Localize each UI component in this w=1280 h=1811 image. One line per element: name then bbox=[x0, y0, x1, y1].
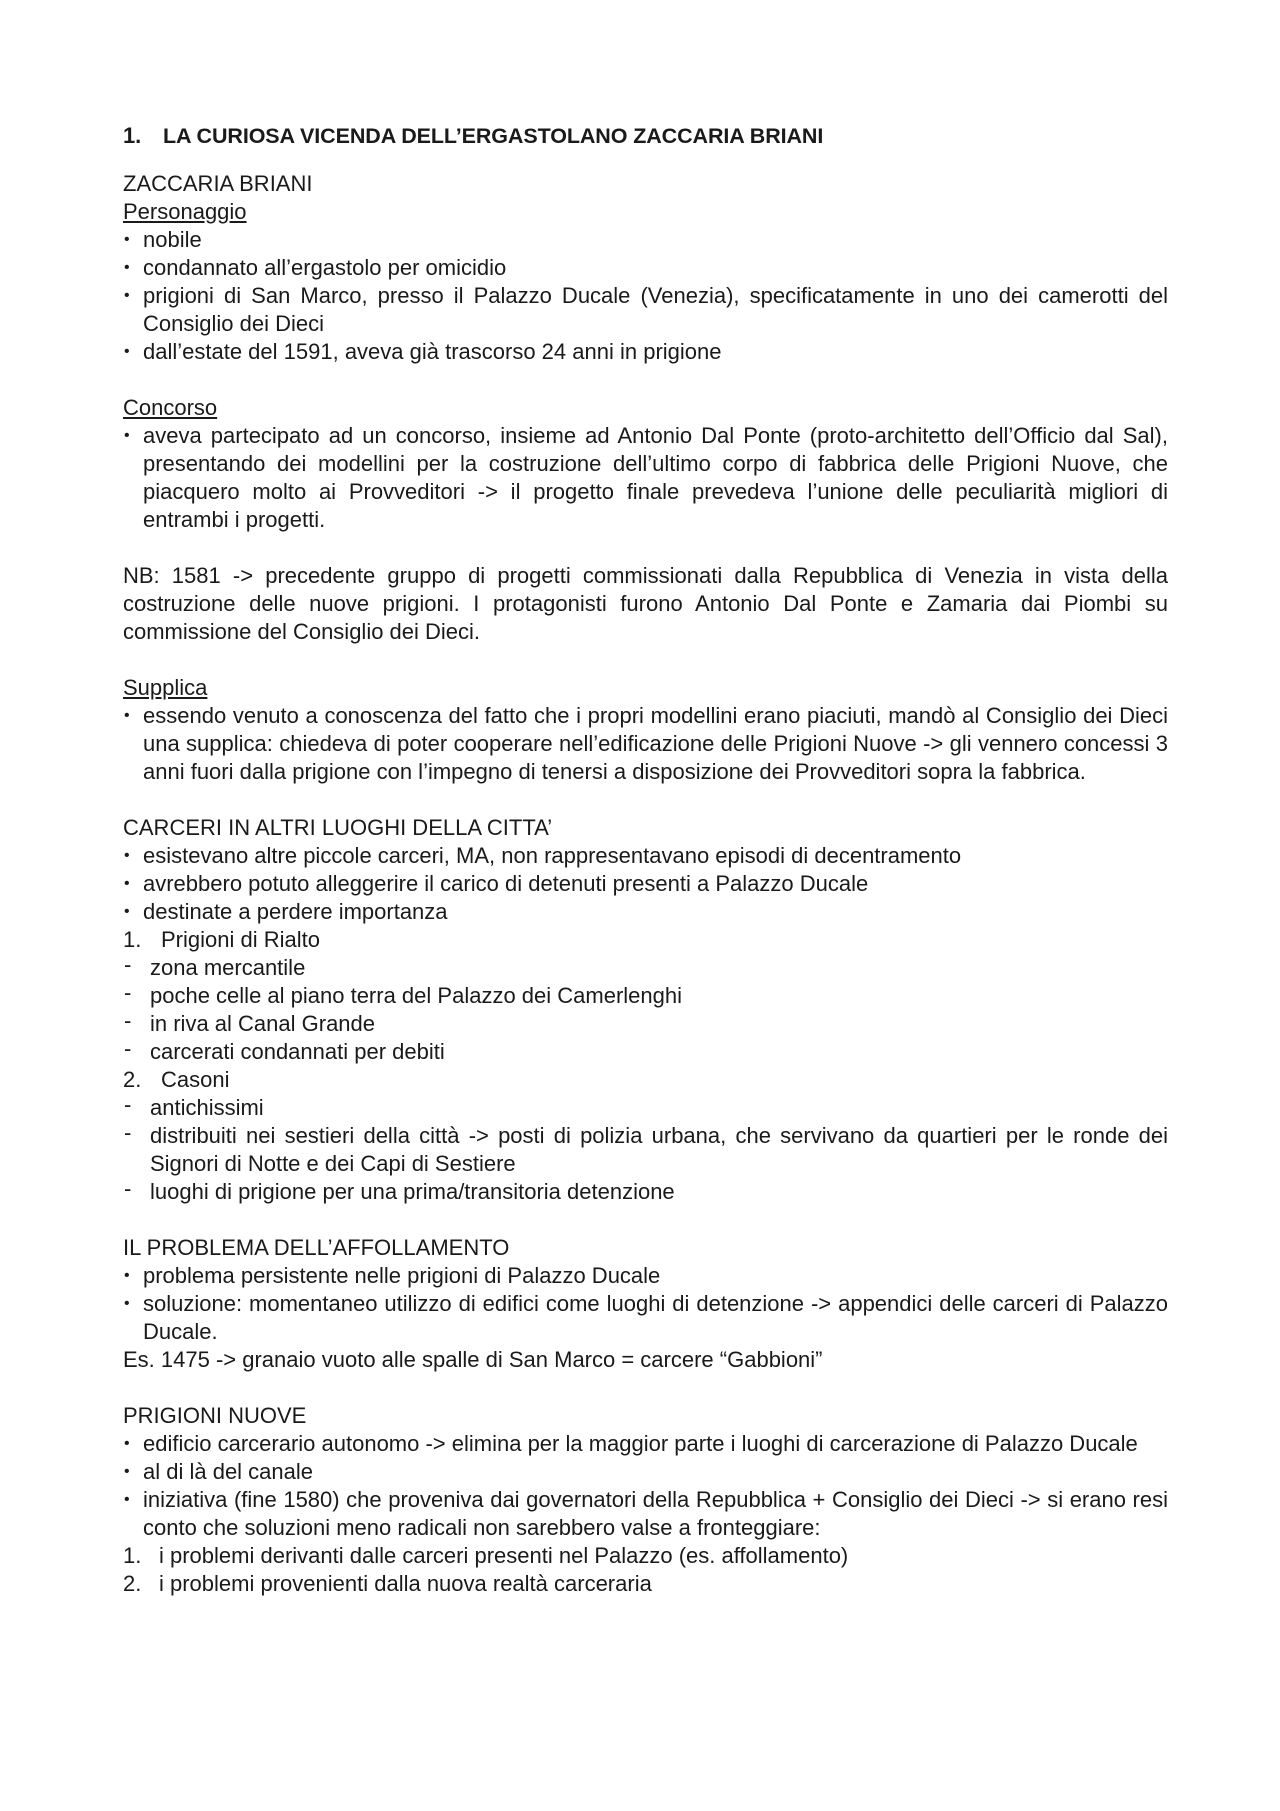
list-item: • edificio carcerario autonomo -> elimina per la maggior parte i luoghi di carcerazione di Palazzo Ducale bbox=[123, 1430, 1168, 1458]
document-title bbox=[123, 122, 1168, 150]
dash-item: - in riva al Canal Grande bbox=[123, 1010, 1168, 1038]
item-number: 1. bbox=[123, 927, 142, 952]
list-item: • nobile bbox=[123, 226, 1168, 254]
document-page bbox=[123, 122, 1168, 1598]
item-number: 2. bbox=[123, 1067, 142, 1092]
example-line: Es. 1475 -> granaio vuoto alle spalle di San Marco = carcere “Gabbioni” bbox=[123, 1347, 823, 1372]
list-item: • aveva partecipato ad un concorso, insieme ad Antonio Dal Ponte (proto-architetto dell’Officio dal Sal), presentando dei modellini per la costruzione dell’ultimo corpo di fabbrica delle Prigioni Nuove, che piacquero molto ai Provveditori -> il progetto finale prevedeva l’unione delle peculiarità migliori di entrambi i progetti. bbox=[123, 422, 1168, 534]
title-number: 1. bbox=[123, 123, 142, 148]
section-heading: PRIGIONI NUOVE bbox=[123, 1403, 307, 1428]
section-prigioni-nuove bbox=[123, 1402, 1168, 1598]
section-concorso bbox=[123, 394, 1168, 534]
nb-paragraph: NB: 1581 -> precedente gruppo di progetti commissionati dalla Repubblica di Venezia in vista della costruzione delle nuove prigioni. I protagonisti furono Antonio Dal Ponte e Zamaria dai Piombi su commissione del Consiglio dei Dieci. bbox=[123, 563, 1168, 644]
dash-item: - poche celle al piano terra del Palazzo dei Camerlenghi bbox=[123, 982, 1168, 1010]
section-heading: CARCERI IN ALTRI LUOGHI DELLA CITTA’ bbox=[123, 815, 553, 840]
numbered-item bbox=[123, 1066, 1168, 1094]
list-item: • destinate a perdere importanza bbox=[123, 898, 1168, 926]
item-number: 2. bbox=[123, 1571, 142, 1596]
subsection-heading: Supplica bbox=[123, 675, 208, 700]
dash-item: - antichissimi bbox=[123, 1094, 1168, 1122]
item-text: i problemi derivanti dalle carceri presenti nel Palazzo (es. affollamento) bbox=[159, 1543, 849, 1568]
section-carceri bbox=[123, 814, 1168, 1206]
dash-item: - carcerati condannati per debiti bbox=[123, 1038, 1168, 1066]
section-heading: ZACCARIA BRIANI bbox=[123, 171, 313, 196]
title-text: LA CURIOSA VICENDA DELL’ERGASTOLANO ZACCARIA BRIANI bbox=[163, 124, 824, 148]
list-item: • esistevano altre piccole carceri, MA, non rappresentavano episodi di decentramento bbox=[123, 842, 1168, 870]
list-item: • prigioni di San Marco, presso il Palazzo Ducale (Venezia), specificatamente in uno dei camerotti del Consiglio dei Dieci bbox=[123, 282, 1168, 338]
subsection-heading: Concorso bbox=[123, 395, 218, 420]
section-affollamento bbox=[123, 1234, 1168, 1374]
dash-item: - distribuiti nei sestieri della città -> posti di polizia urbana, che servivano da quartieri per le ronde dei Signori di Notte e dei Capi di Sestiere bbox=[123, 1122, 1168, 1178]
list-item: • essendo venuto a conoscenza del fatto che i propri modellini erano piaciuti, mandò al Consiglio dei Dieci una supplica: chiedeva di poter cooperare nell’edificazione delle Prigioni Nuove -> gli vennero concessi 3 anni fuori dalla prigione con l’impegno di tenersi a disposizione dei Provveditori sopra la fabbrica. bbox=[123, 702, 1168, 786]
numbered-item bbox=[123, 1570, 1168, 1598]
list-item: • al di là del canale bbox=[123, 1458, 1168, 1486]
list-item: • avrebbero potuto alleggerire il carico di detenuti presenti a Palazzo Ducale bbox=[123, 870, 1168, 898]
item-text: i problemi provenienti dalla nuova realtà carceraria bbox=[159, 1571, 652, 1596]
subsection-heading: Personaggio bbox=[123, 199, 247, 224]
list-item: • iniziativa (fine 1580) che proveniva dai governatori della Repubblica + Consiglio dei Dieci -> si erano resi conto che soluzioni meno radicali non sarebbero valse a fronteggiare: bbox=[123, 1486, 1168, 1542]
section-supplica bbox=[123, 674, 1168, 786]
section-heading: IL PROBLEMA DELL’AFFOLLAMENTO bbox=[123, 1235, 510, 1260]
list-item: • condannato all’ergastolo per omicidio bbox=[123, 254, 1168, 282]
dash-item: - zona mercantile bbox=[123, 954, 1168, 982]
dash-item: - luoghi di prigione per una prima/transitoria detenzione bbox=[123, 1178, 1168, 1206]
item-number: 1. bbox=[123, 1543, 142, 1568]
item-label: Prigioni di Rialto bbox=[161, 927, 320, 952]
list-item: • dall’estate del 1591, aveva già trascorso 24 anni in prigione bbox=[123, 338, 1168, 366]
numbered-item bbox=[123, 1542, 1168, 1570]
item-label: Casoni bbox=[161, 1067, 230, 1092]
numbered-item bbox=[123, 926, 1168, 954]
list-item: • problema persistente nelle prigioni di Palazzo Ducale bbox=[123, 1262, 1168, 1290]
list-item: • soluzione: momentaneo utilizzo di edifici come luoghi di detenzione -> appendici delle carceri di Palazzo Ducale. bbox=[123, 1290, 1168, 1346]
section-zaccaria bbox=[123, 170, 1168, 366]
